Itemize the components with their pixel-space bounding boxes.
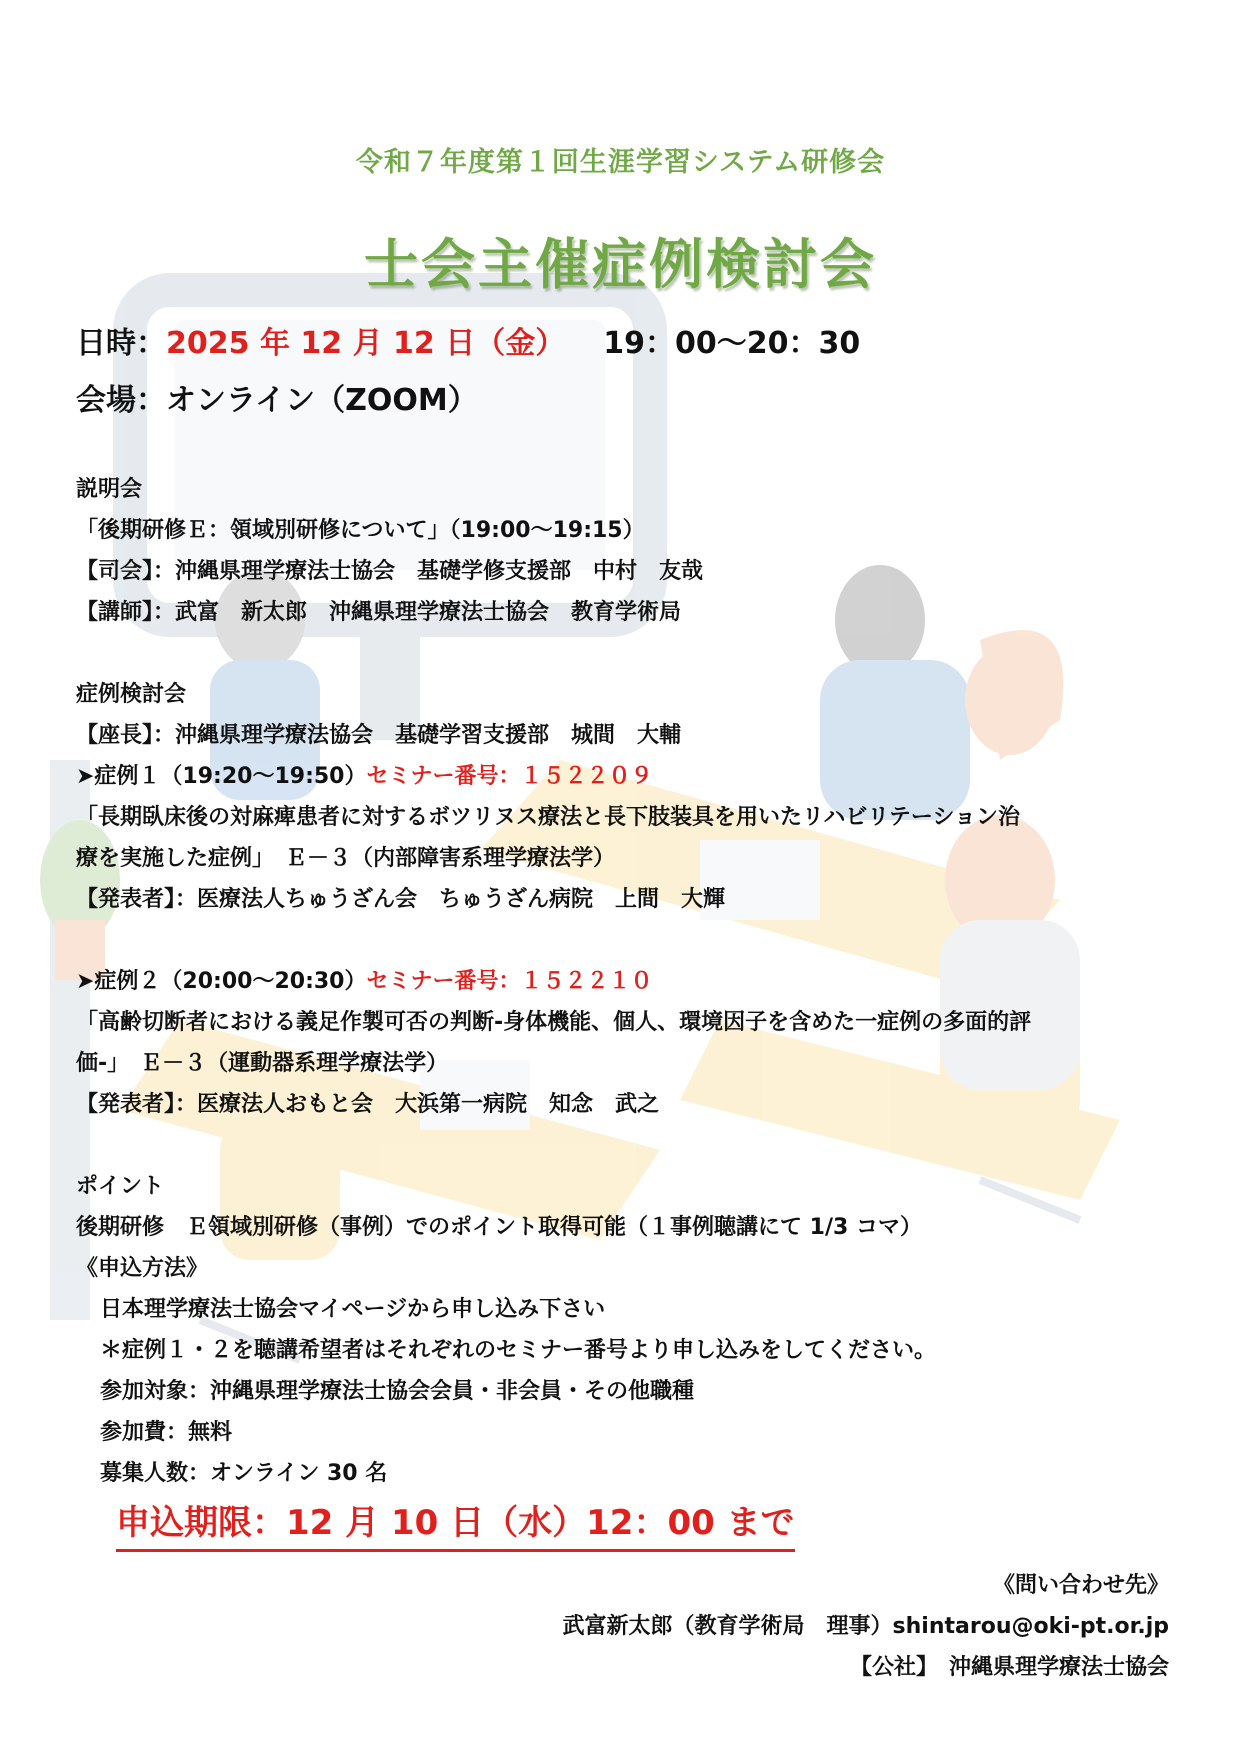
contact-heading: 《問い合わせ先》 [992, 1573, 1169, 1598]
date-value: 2025 年 12 月 12 日（金） [166, 326, 566, 361]
case2-header [76, 964, 653, 995]
case1-title-line1: 「長期臥床後の対麻痺患者に対するボツリヌス療法と長下肢装具を用いたリハビリテーション治 [76, 805, 1021, 830]
event-title: 士会主催症例検討会 [364, 233, 877, 296]
briefing-lecturer: 【講師】：武富 新太郎 沖縄県理学療法士協会 教育学術局 [76, 600, 682, 625]
venue-label: 会場： [76, 383, 166, 418]
case2-label: ➤症例２（20:00～20:30） [76, 969, 367, 994]
case2-title-line2: 価-」 Ｅ－３（運動器系理学療法学） [76, 1051, 449, 1076]
application-heading: 《申込方法》 [76, 1256, 209, 1281]
points-text: 後期研修 Ｅ領域別研修（事例）でのポイント取得可能（１事例聴講にて 1/3 コマ） [76, 1215, 922, 1240]
application-capacity: 募集人数：オンライン 30 名 [100, 1461, 388, 1486]
case2-seminar-number: セミナー番号：１５２２１０ [366, 969, 653, 994]
briefing-heading: 説明会 [76, 477, 143, 502]
application-fee: 参加費：無料 [100, 1420, 233, 1445]
case2-presenter: 【発表者】：医療法人おもと会 大浜第一病院 知念 武之 [76, 1092, 660, 1117]
venue-row [76, 375, 478, 419]
briefing-moderator: 【司会】：沖縄県理学療法士協会 基礎学修支援部 中村 友哉 [76, 559, 704, 584]
venue-value: オンライン（ZOOM） [166, 383, 478, 418]
case1-seminar-number: セミナー番号：１５２２０９ [366, 764, 653, 789]
case-review-heading: 症例検討会 [76, 682, 187, 707]
event-subtitle: 令和７年度第１回生涯学習システム研修会 [355, 147, 886, 178]
case1-title-line2: 療を実施した症例」 Ｅ－３（内部障害系理学療法学） [76, 846, 616, 871]
case2-title-line1: 「高齢切断者における義足作製可否の判断-身体機能、個人、環境因子を含めた一症例の多面的評 [76, 1010, 1032, 1035]
application-deadline: 申込期限：12 月 10 日（水）12：00 まで [116, 1503, 795, 1552]
case1-presenter: 【発表者】：医療法人ちゅうざん会 ちゅうざん病院 上間 大輝 [76, 887, 726, 912]
contact-organization: 【公社】 沖縄県理学療法士協会 [849, 1655, 1169, 1680]
application-line2: ＊症例１・２を聴講希望者はそれぞれのセミナー番号より申し込みをしてください。 [100, 1338, 937, 1363]
case1-label: ➤症例１（19:20～19:50） [76, 764, 367, 789]
case1-header [76, 759, 653, 790]
application-line1: 日本理学療法士協会マイページから申し込み下さい [100, 1297, 606, 1322]
briefing-topic: 「後期研修Ｅ：領域別研修について」（19:00～19:15） [76, 518, 645, 543]
case-review-chair: 【座長】：沖縄県理学療法協会 基礎学習支援部 城間 大輔 [76, 723, 682, 748]
date-label: 日時： [76, 326, 166, 361]
points-heading: ポイント [76, 1174, 165, 1199]
date-row [76, 318, 860, 362]
application-target: 参加対象：沖縄県理学療法士協会会員・非会員・その他職種 [100, 1379, 695, 1404]
time-value: 19：00～20：30 [603, 326, 861, 361]
contact-person: 武富新太郎（教育学術局 理事）shintarou@oki-pt.or.jp [562, 1614, 1169, 1639]
